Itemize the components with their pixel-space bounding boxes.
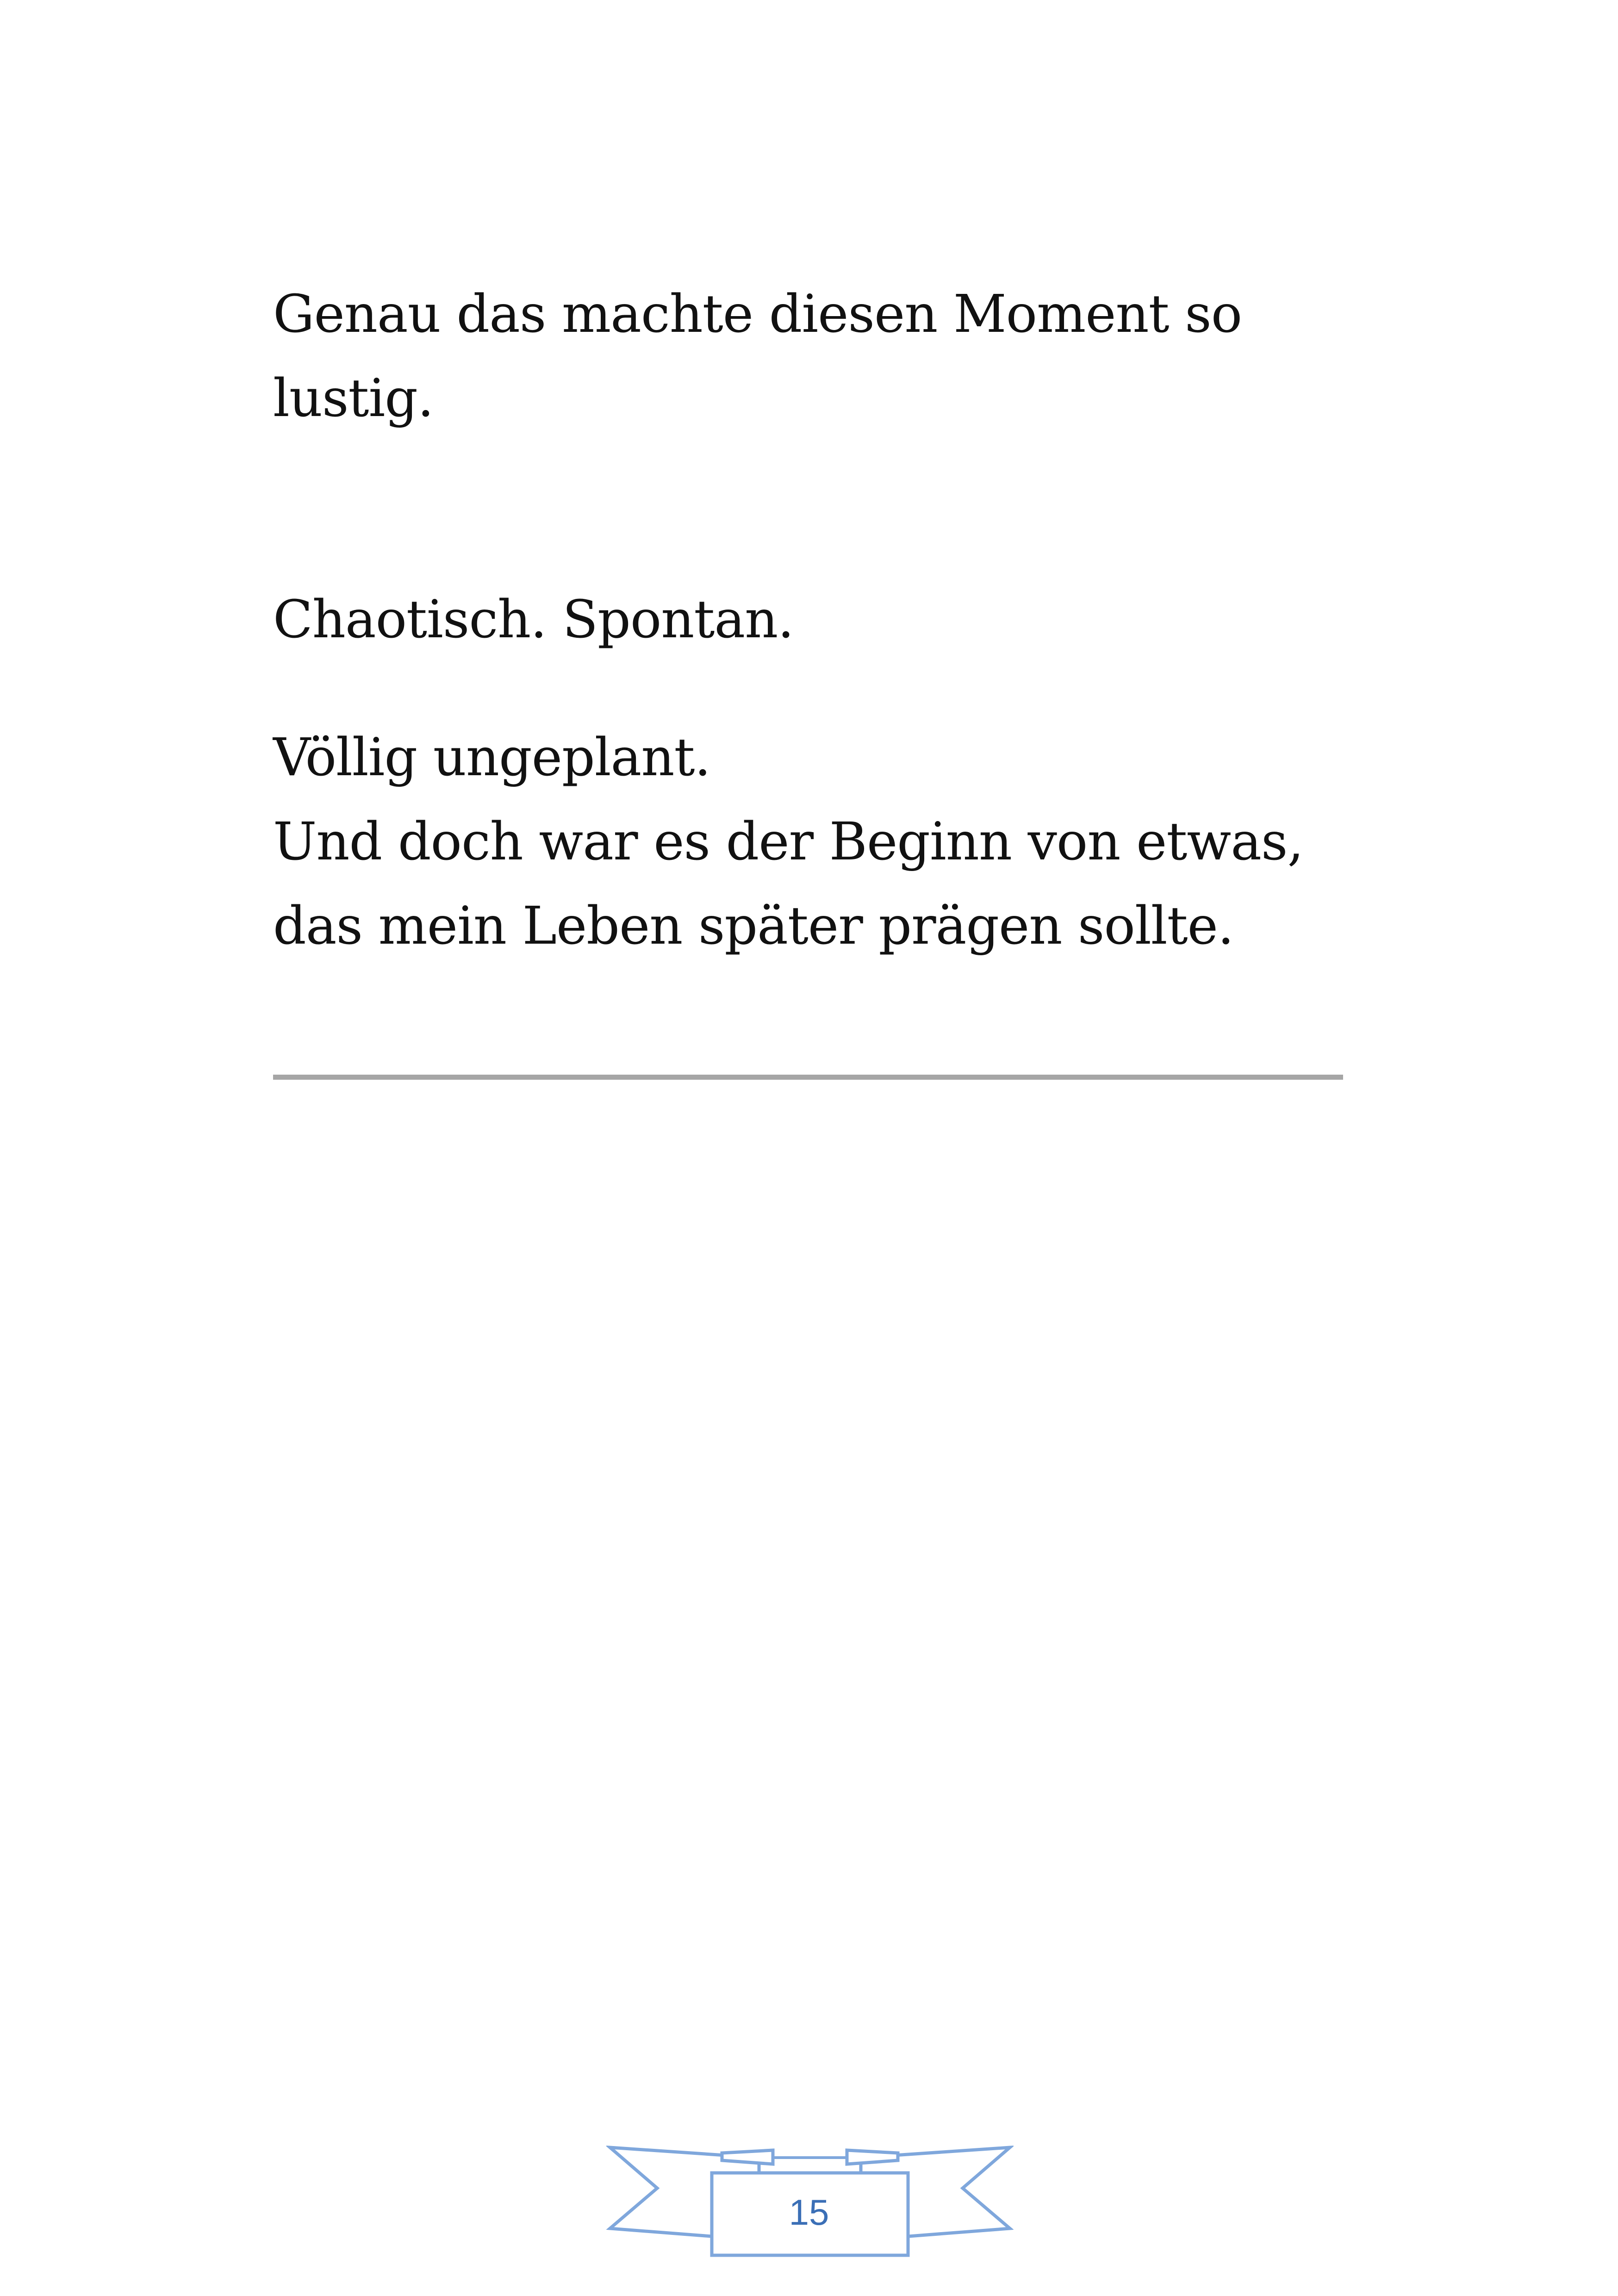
text-line: Chaotisch. Spontan. [273,590,794,650]
text-line: Und doch war es der Beginn von etwas, [273,812,1304,872]
text-line: Völlig ungeplant. [273,728,711,788]
text-line: das mein Leben später prägen sollte. [273,896,1234,956]
text-line: lustig. [273,368,434,429]
section-divider [273,1075,1343,1080]
paragraph-chaotisch [273,578,794,662]
paragraph-moment [273,272,1242,441]
paragraph-ungeplant [273,716,1303,968]
page-number: 15 [789,2192,829,2233]
text-line: Genau das machte diesen Moment so [273,284,1242,344]
